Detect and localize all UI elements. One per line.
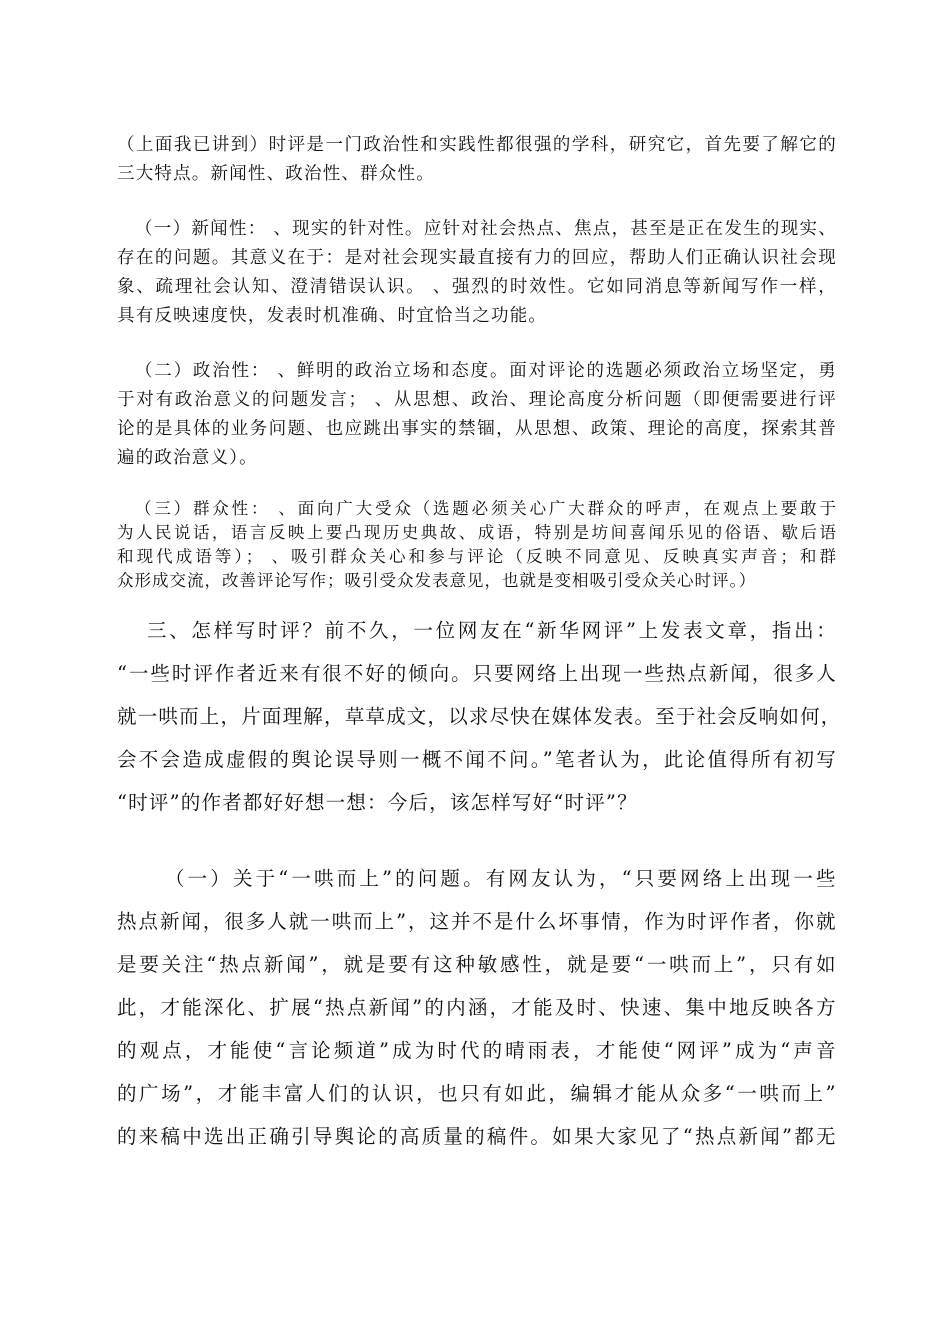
intro-paragraph [117, 131, 837, 189]
text-line: （上面我已讲到）时评是一门政治性和实践性都很强的学科，研究它，首先要了解它的 [117, 135, 837, 155]
text-line: 的广场”，才能丰富人们的认识，也只有如此，编辑才能从众多“一哄而上” [117, 1082, 837, 1105]
text-line: 的来稿中选出正确引导舆论的高质量的稿件。如果大家见了“热点新闻”都无 [117, 1125, 837, 1148]
text-line: “时评”的作者都好好想一想：今后，该怎样写好“时评”？ [117, 791, 638, 814]
text-line: “一些时评作者近来有很不好的倾向。只要网络上出现一些热点新闻，很多人 [117, 662, 837, 685]
text-line: 为人民说话，语言反映上要凸现历史典故、成语，特别是坊间喜闻乐见的俗语、歇后语 [117, 523, 837, 542]
text-line: 是要关注“热点新闻”，就是要有这种敏感性，就是要“一哄而上”，只有如 [117, 953, 837, 976]
text-line: （二）政治性： 、鲜明的政治立场和态度。面对评论的选题必须政治立场坚定，勇 [135, 361, 837, 381]
text-line: 热点新闻，很多人就一哄而上”，这并不是什么坏事情，作为时评作者，你就 [117, 910, 837, 933]
text-line: 三大特点。新闻性、政治性、群众性。 [117, 164, 435, 184]
text-line: 众形成交流，改善评论写作；吸引受众发表意见，也就是变相吸引受众关心时评。） [117, 571, 757, 590]
text-line: 就一哄而上，片面理解，草草成文，以求尽快在媒体发表。至于社会反响如何， [117, 705, 842, 728]
text-line: 三、怎样写时评？前不久，一位网友在“新华网评”上发表文章，指出： [147, 619, 837, 642]
text-line: 会不会造成虚假的舆论误导则一概不闻不问。”笔者认为，此论值得所有初写 [117, 748, 837, 771]
text-line: 存在的问题。其意义在于：是对社会现实最直接有力的回应，帮助人们正确认识社会现 [117, 248, 837, 268]
text-line: （一）新闻性： 、现实的针对性。应针对社会热点、焦点，甚至是正在发生的现实、 [135, 219, 837, 239]
rushing-in-paragraph [117, 857, 837, 1158]
text-line: 论的是具体的业务问题、也应跳出事实的禁锢，从思想、政策、理论的高度，探索其普 [117, 419, 837, 439]
text-line: 象、疏理社会认知、澄清错误认识。 、强烈的时效性。它如同消息等新闻写作一样， [117, 277, 837, 297]
text-line: 于对有政治意义的问题发言； 、从思想、政治、理论高度分析问题（即便需要进行评 [117, 390, 837, 410]
text-line: （一）关于“一哄而上”的问题。有网友认为，“只要网络上出现一些 [165, 867, 837, 890]
text-line: （三）群众性： 、面向广大受众（选题必须关心广大群众的呼声，在观点上要敢于 [135, 499, 837, 518]
text-line: 和现代成语等）； 、吸引群众关心和参与评论（反映不同意见、反映真实声音；和群 [117, 547, 837, 566]
political-nature-paragraph [117, 357, 837, 473]
mass-nature-paragraph [117, 497, 837, 593]
text-line: 此，才能深化、扩展“热点新闻”的内涵，才能及时、快速、集中地反映各方 [117, 996, 837, 1019]
text-line: 遍的政治意义）。 [117, 448, 258, 468]
text-line: 具有反映速度快，发表时机准确、时宜恰当之功能。 [117, 306, 548, 326]
how-to-write-paragraph [117, 609, 842, 824]
text-line: 的观点，才能使“言论频道”成为时代的晴雨表，才能使“网评”成为“声音 [117, 1039, 837, 1062]
news-nature-paragraph [117, 215, 837, 331]
